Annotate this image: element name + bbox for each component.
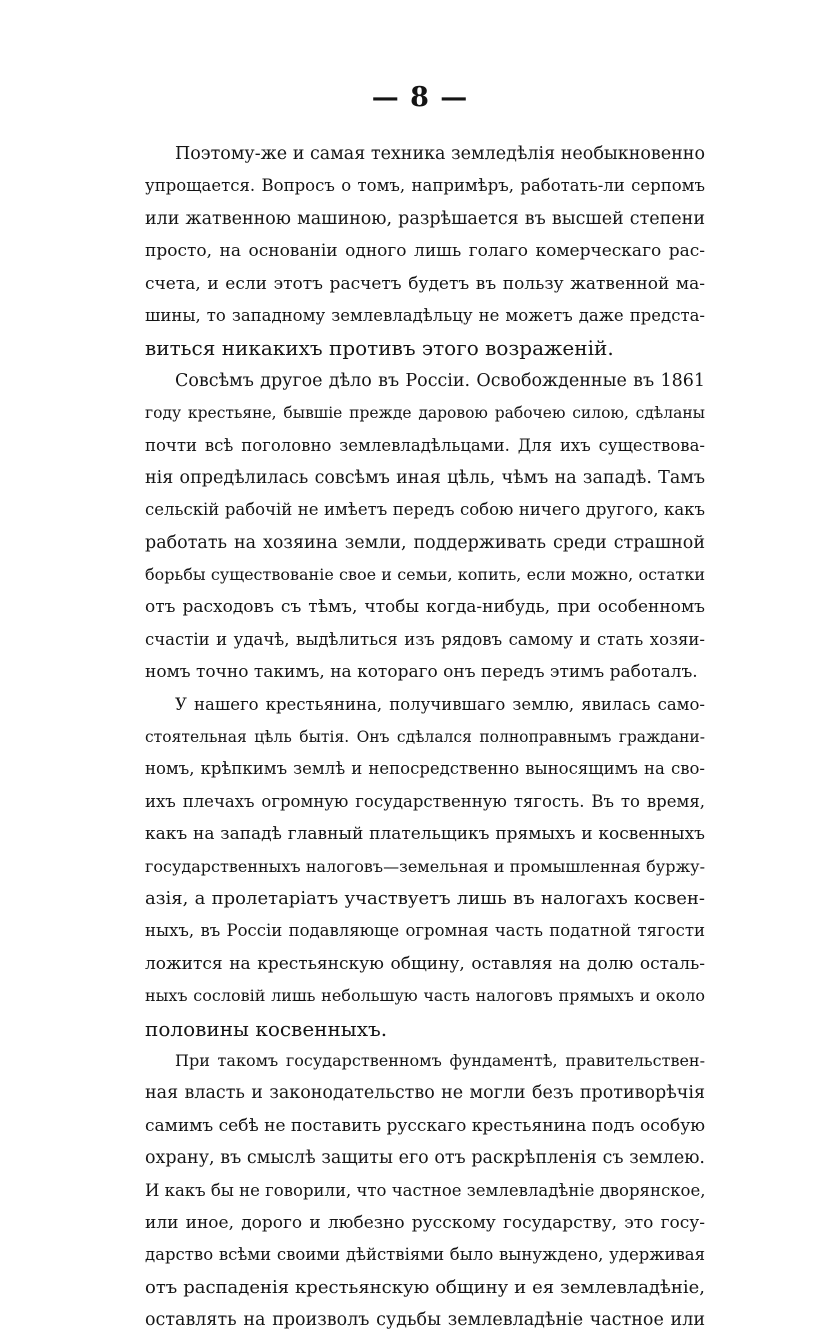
text-line: виться никакихъ противъ этого возраженій.: [145, 336, 614, 361]
page-number: — 8 —: [371, 82, 469, 113]
text-line: самимъ себѣ не поставить русскаго крестьянина подъ особую: [145, 1115, 706, 1136]
text-line: году крестьяне, бывшіе прежде даровою рабочею силою, сдѣланы: [145, 404, 705, 423]
text-line: оставлять на произволъ судьбы землевладѣніе частное или: [145, 1310, 705, 1331]
text-line: или иное, дорого и любезно русскому государству, это госу-: [145, 1212, 705, 1233]
text-line: или жатвенною машиною, разрѣшается въ высшей степени: [145, 208, 705, 229]
paragraph-1: [145, 138, 705, 365]
text-line: ихъ плечахъ огромную государственную тягость. Въ то время,: [145, 791, 705, 811]
text-line: упрощается. Вопросъ о томъ, напримѣръ, работать-ли серпомъ: [145, 176, 705, 196]
text-line: отъ расходовъ съ тѣмъ, чтобы когда-нибудь, при особенномъ: [145, 597, 705, 618]
text-line: сельскій рабочій не имѣетъ передъ собою ничего другого, какъ: [145, 500, 705, 520]
paragraph-2: [145, 365, 705, 689]
text-body: [145, 138, 705, 1336]
text-line: почти всѣ поголовно землевладѣльцами. Для ихъ существова-: [145, 435, 705, 455]
text-line: ложится на крестьянскую общину, оставляя на долю осталь-: [145, 953, 705, 974]
text-line: ныхъ сословій лишь небольшую часть налоговъ прямыхъ и около: [145, 986, 705, 1006]
text-line: Совсѣмъ другое дѣло въ Россіи. Освобожденные въ 1861: [175, 370, 705, 391]
text-line: ная власть и законодательство не могли безъ противорѣчія: [145, 1083, 705, 1104]
text-line: отъ распаденія крестьянскую общину и ея землевладѣніе,: [145, 1276, 705, 1298]
text-line: охрану, въ смыслѣ защиты его отъ раскрѣпленія съ землею.: [145, 1148, 705, 1169]
text-line: работать на хозяина земли, поддерживать среди страшной: [145, 532, 705, 553]
text-line: азія, а пролетаріатъ участвуетъ лишь въ налогахъ косвен-: [145, 887, 705, 909]
text-line: какъ на западѣ главный плательщикъ прямыхъ и косвенныхъ: [145, 824, 705, 845]
text-line: счастіи и удачѣ, выдѣлиться изъ рядовъ самому и стать хозяи-: [145, 629, 705, 649]
text-line: шины, то западному землевладѣльцу не можетъ даже предста-: [145, 305, 705, 325]
text-line: номъ точно такимъ, на котораго онъ передъ этимъ работалъ.: [145, 662, 698, 683]
text-line: стоятельная цѣль бытія. Онъ сдѣлался полноправнымъ граждани-: [145, 728, 705, 747]
text-line: И какъ бы не говорили, что частное землевладѣніе дворянское,: [145, 1180, 706, 1200]
text-line: Поэтому-же и самая техника земледѣлія необыкновенно: [175, 144, 705, 164]
text-line: При такомъ государственномъ фундаментѣ, правительствен-: [175, 1050, 705, 1070]
text-line: счета, и если этотъ расчетъ будетъ въ пользу жатвенной ма-: [145, 273, 705, 294]
text-line: просто, на основаніи одного лишь голаго комерческаго рас-: [145, 241, 705, 262]
text-line: борьбы существованіе свое и семьи, копить, если можно, остатки: [145, 565, 705, 585]
text-line: номъ, крѣпкимъ землѣ и непосредственно выносящимъ на сво-: [145, 759, 705, 779]
text-line: государственныхъ налоговъ—земельная и промышленная буржу-: [145, 856, 705, 876]
paragraph-3: [145, 689, 705, 1045]
text-line: дарство всѣми своими дѣйствіями было вынуждено, удерживая: [145, 1245, 705, 1265]
text-line: ныхъ, въ Россіи подавляюще огромная часть податной тягости: [145, 921, 705, 941]
text-line: У нашего крестьянина, получившаго землю, явилась само-: [175, 694, 705, 714]
paragraph-4: [145, 1045, 705, 1336]
text-line: половины косвенныхъ.: [145, 1016, 388, 1041]
text-line: нія опредѣлилась совсѣмъ иная цѣль, чѣмъ на западѣ. Тамъ: [145, 467, 705, 488]
